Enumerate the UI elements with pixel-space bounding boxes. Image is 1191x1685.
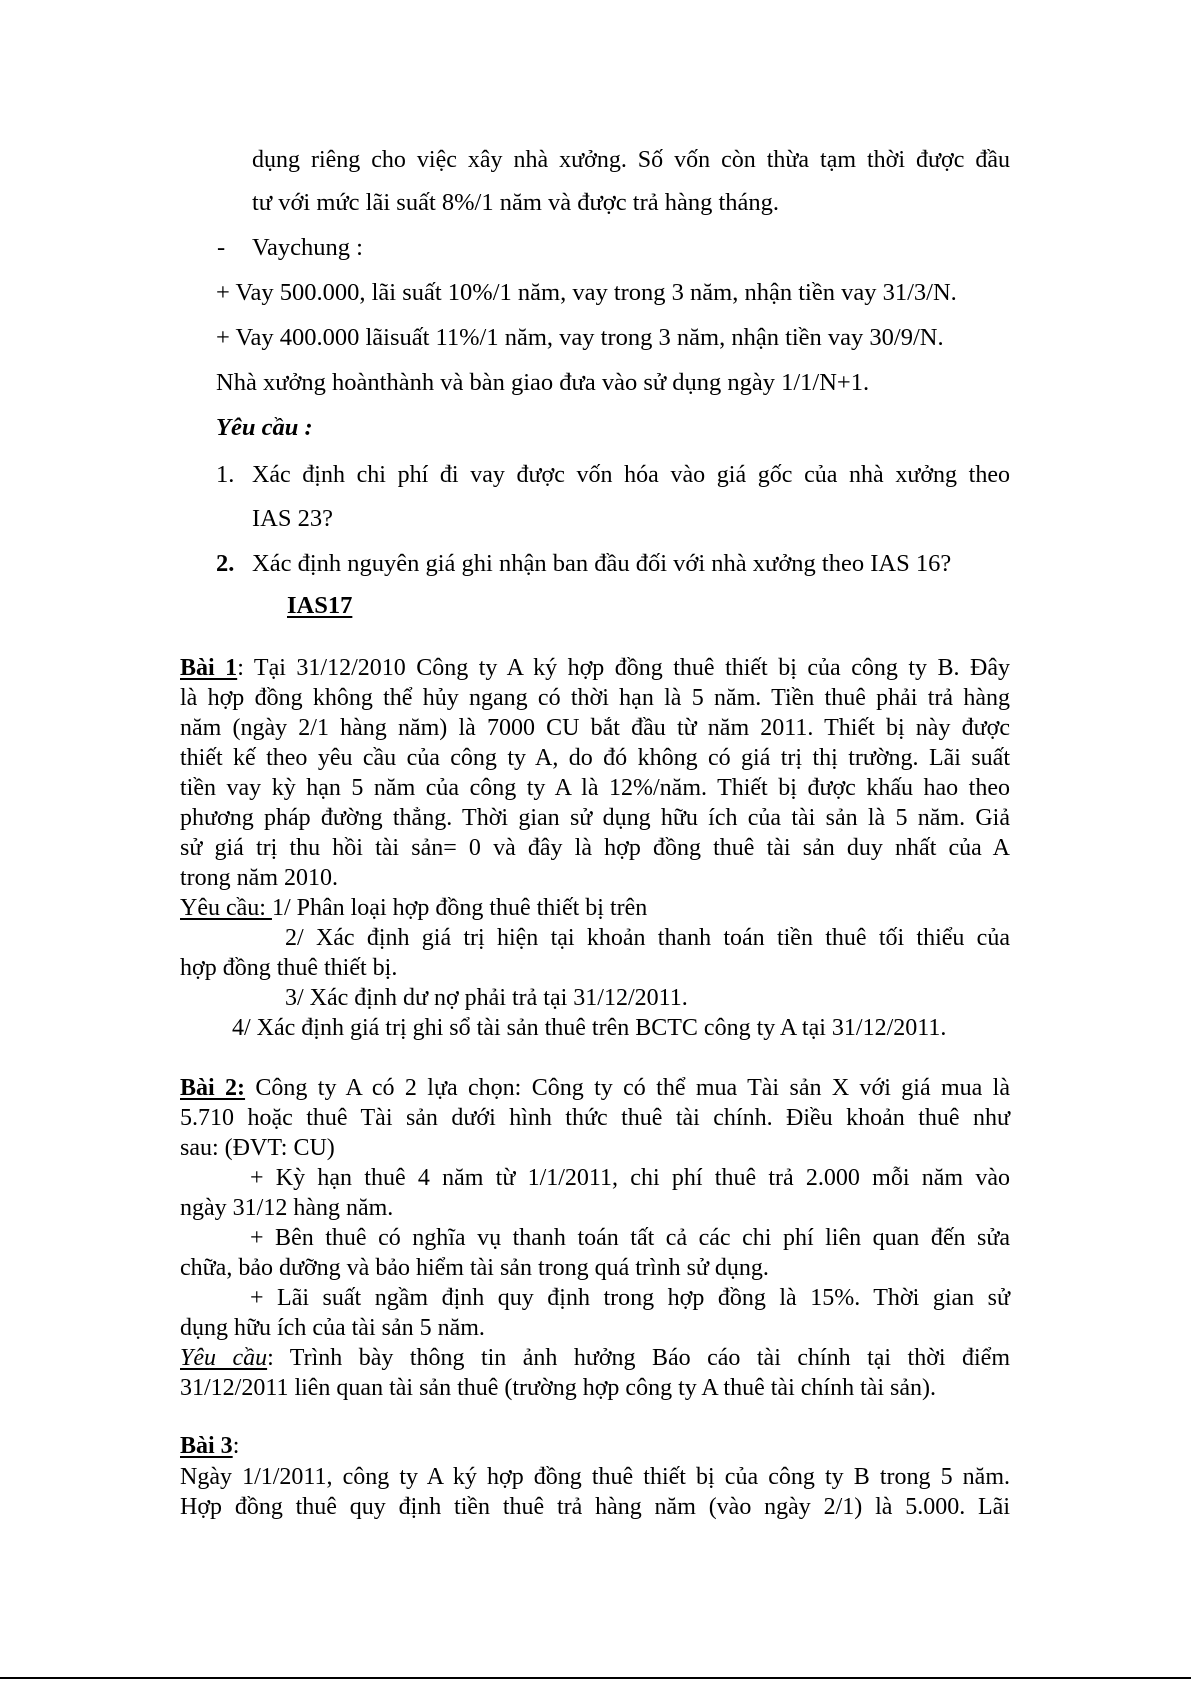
question-2-text: Xác định nguyên giá ghi nhận ban đầu đối với nhà xưởng theo IAS 16? <box>252 550 952 577</box>
bai-1-line-1 <box>180 653 1010 683</box>
bai-2-line-6: + Bên thuê có nghĩa vụ thanh toán tất cả các chi phí liên quan đến sửa <box>250 1225 1010 1251</box>
bai-2-line-1 <box>180 1073 1010 1103</box>
bai-1-line-2: là hợp đồng không thể hủy ngang có thời hạn là 5 năm. Tiền thuê phải trả hàng <box>180 685 1010 711</box>
bai-2-line-9: dụng hữu ích của tài sản 5 năm. <box>180 1315 485 1341</box>
bai-1-line-4: thiết kế theo yêu cầu của công ty A, do đó không có giá trị thị trường. Lãi suất <box>180 745 1010 771</box>
bai-1-line-6: phương pháp đường thẳng. Thời gian sử dụng hữu ích của tài sản là 5 năm. Giả <box>180 805 1010 831</box>
bai-1-requirement-4: 4/ Xác định giá trị ghi sổ tài sản thuê trên BCTC công ty A tại 31/12/2011. <box>232 1015 947 1041</box>
bai-2-requirement-line-2: 31/12/2011 liên quan tài sản thuê (trường hợp công ty A thuê tài chính tài sản). <box>180 1375 937 1401</box>
bai-2-req-text-1: : Trình bày thông tin ảnh hưởng Báo cáo tài chính tại thời điểm <box>267 1345 1010 1371</box>
bai-1-req-1-text: 1/ Phân loại hợp đồng thuê thiết bị trên <box>271 895 648 921</box>
intro-line-1: dụng riêng cho việc xây nhà xưởng. Số vốn còn thừa tạm thời được đầu <box>252 147 1010 173</box>
bai-3-colon: : <box>232 1433 240 1459</box>
bai-1-line-8: trong năm 2010. <box>180 865 338 891</box>
bai-3-line-2: Hợp đồng thuê quy định tiền thuê trả hàng năm (vào ngày 2/1) là 5.000. Lãi <box>180 1494 1010 1520</box>
loan-2: + Vay 400.000 lãisuất 11%/1 năm, vay trong 3 năm, nhận tiền vay 30/9/N. <box>216 324 944 351</box>
question-2-number: 2. <box>216 550 235 577</box>
page-bottom-rule <box>0 1677 1191 1679</box>
bai-1-label: Bài 1 <box>180 655 238 681</box>
bai-1-requirement-2: 2/ Xác định giá trị hiện tại khoản thanh toán tiền thuê tối thiểu của <box>285 925 1010 951</box>
bai-1-line-5: tiền vay kỳ hạn 5 năm của công ty A là 12%/năm. Thiết bị được khấu hao theo <box>180 775 1010 801</box>
bai-2-text-1: Công ty A có 2 lựa chọn: Công ty có thể mua Tài sản X với giá mua là <box>245 1075 1010 1101</box>
bai-1-line-7: sử giá trị thu hồi tài sản= 0 và đây là hợp đồng thuê tài sản duy nhất của A <box>180 835 1010 861</box>
bai-1-requirement-1 <box>180 893 647 923</box>
bai-1-line-3: năm (ngày 2/1 hàng năm) là 7000 CU bắt đầu từ năm 2011. Thiết bị này được <box>180 715 1010 741</box>
loan-1: + Vay 500.000, lãi suất 10%/1 năm, vay trong 3 năm, nhận tiền vay 31/3/N. <box>216 279 957 306</box>
vaychung-label: Vaychung : <box>252 234 363 261</box>
bai-1-requirement-3: 3/ Xác định dư nợ phải trả tại 31/12/2011. <box>285 985 688 1011</box>
question-1-line-2: IAS 23? <box>252 505 333 532</box>
completion-note: Nhà xưởng hoànthành và bàn giao đưa vào sử dụng ngày 1/1/N+1. <box>216 369 870 396</box>
bai-2-line-5: ngày 31/12 hàng năm. <box>180 1195 394 1221</box>
bullet-dash: - <box>217 234 226 261</box>
bai-3-label: Bài 3 <box>180 1433 233 1459</box>
bai-2-line-2: 5.710 hoặc thuê Tài sản dưới hình thức thuê tài chính. Điều khoản thuê như <box>180 1105 1010 1131</box>
bai-1-requirement-2-cont: hợp đồng thuê thiết bị. <box>180 955 398 981</box>
bai-2-label: Bài 2: <box>180 1075 246 1101</box>
question-1-line-1: Xác định chi phí đi vay được vốn hóa vào giá gốc của nhà xưởng theo <box>252 462 1010 488</box>
bai-1-req-label: Yêu cầu: <box>180 895 272 921</box>
intro-line-2: tư với mức lãi suất 8%/1 năm và được trả hàng tháng. <box>252 189 780 216</box>
bai-2-line-7: chữa, bảo dưỡng và bảo hiểm tài sản trong quá trình sử dụng. <box>180 1255 769 1281</box>
section-title: IAS17 <box>287 592 353 619</box>
bai-2-req-label: Yêu cầu <box>180 1345 268 1371</box>
bai-1-text-1: : Tại 31/12/2010 Công ty A ký hợp đồng thuê thiết bị của công ty B. Đây <box>237 655 1010 681</box>
bai-2-line-3: sau: (ĐVT: CU) <box>180 1135 335 1161</box>
question-1-number: 1. <box>216 461 235 488</box>
requirement-heading: Yêu cầu : <box>216 414 313 441</box>
bai-3-line-1: Ngày 1/1/2011, công ty A ký hợp đồng thuê thiết bị của công ty B trong 5 năm. <box>180 1464 1010 1490</box>
bai-3-heading <box>180 1431 239 1461</box>
bai-2-line-8: + Lãi suất ngầm định quy định trong hợp đồng là 15%. Thời gian sử <box>250 1285 1010 1311</box>
bai-2-line-4: + Kỳ hạn thuê 4 năm từ 1/1/2011, chi phí thuê trả 2.000 mỗi năm vào <box>250 1165 1010 1191</box>
bai-2-requirement-line-1 <box>180 1343 1010 1373</box>
